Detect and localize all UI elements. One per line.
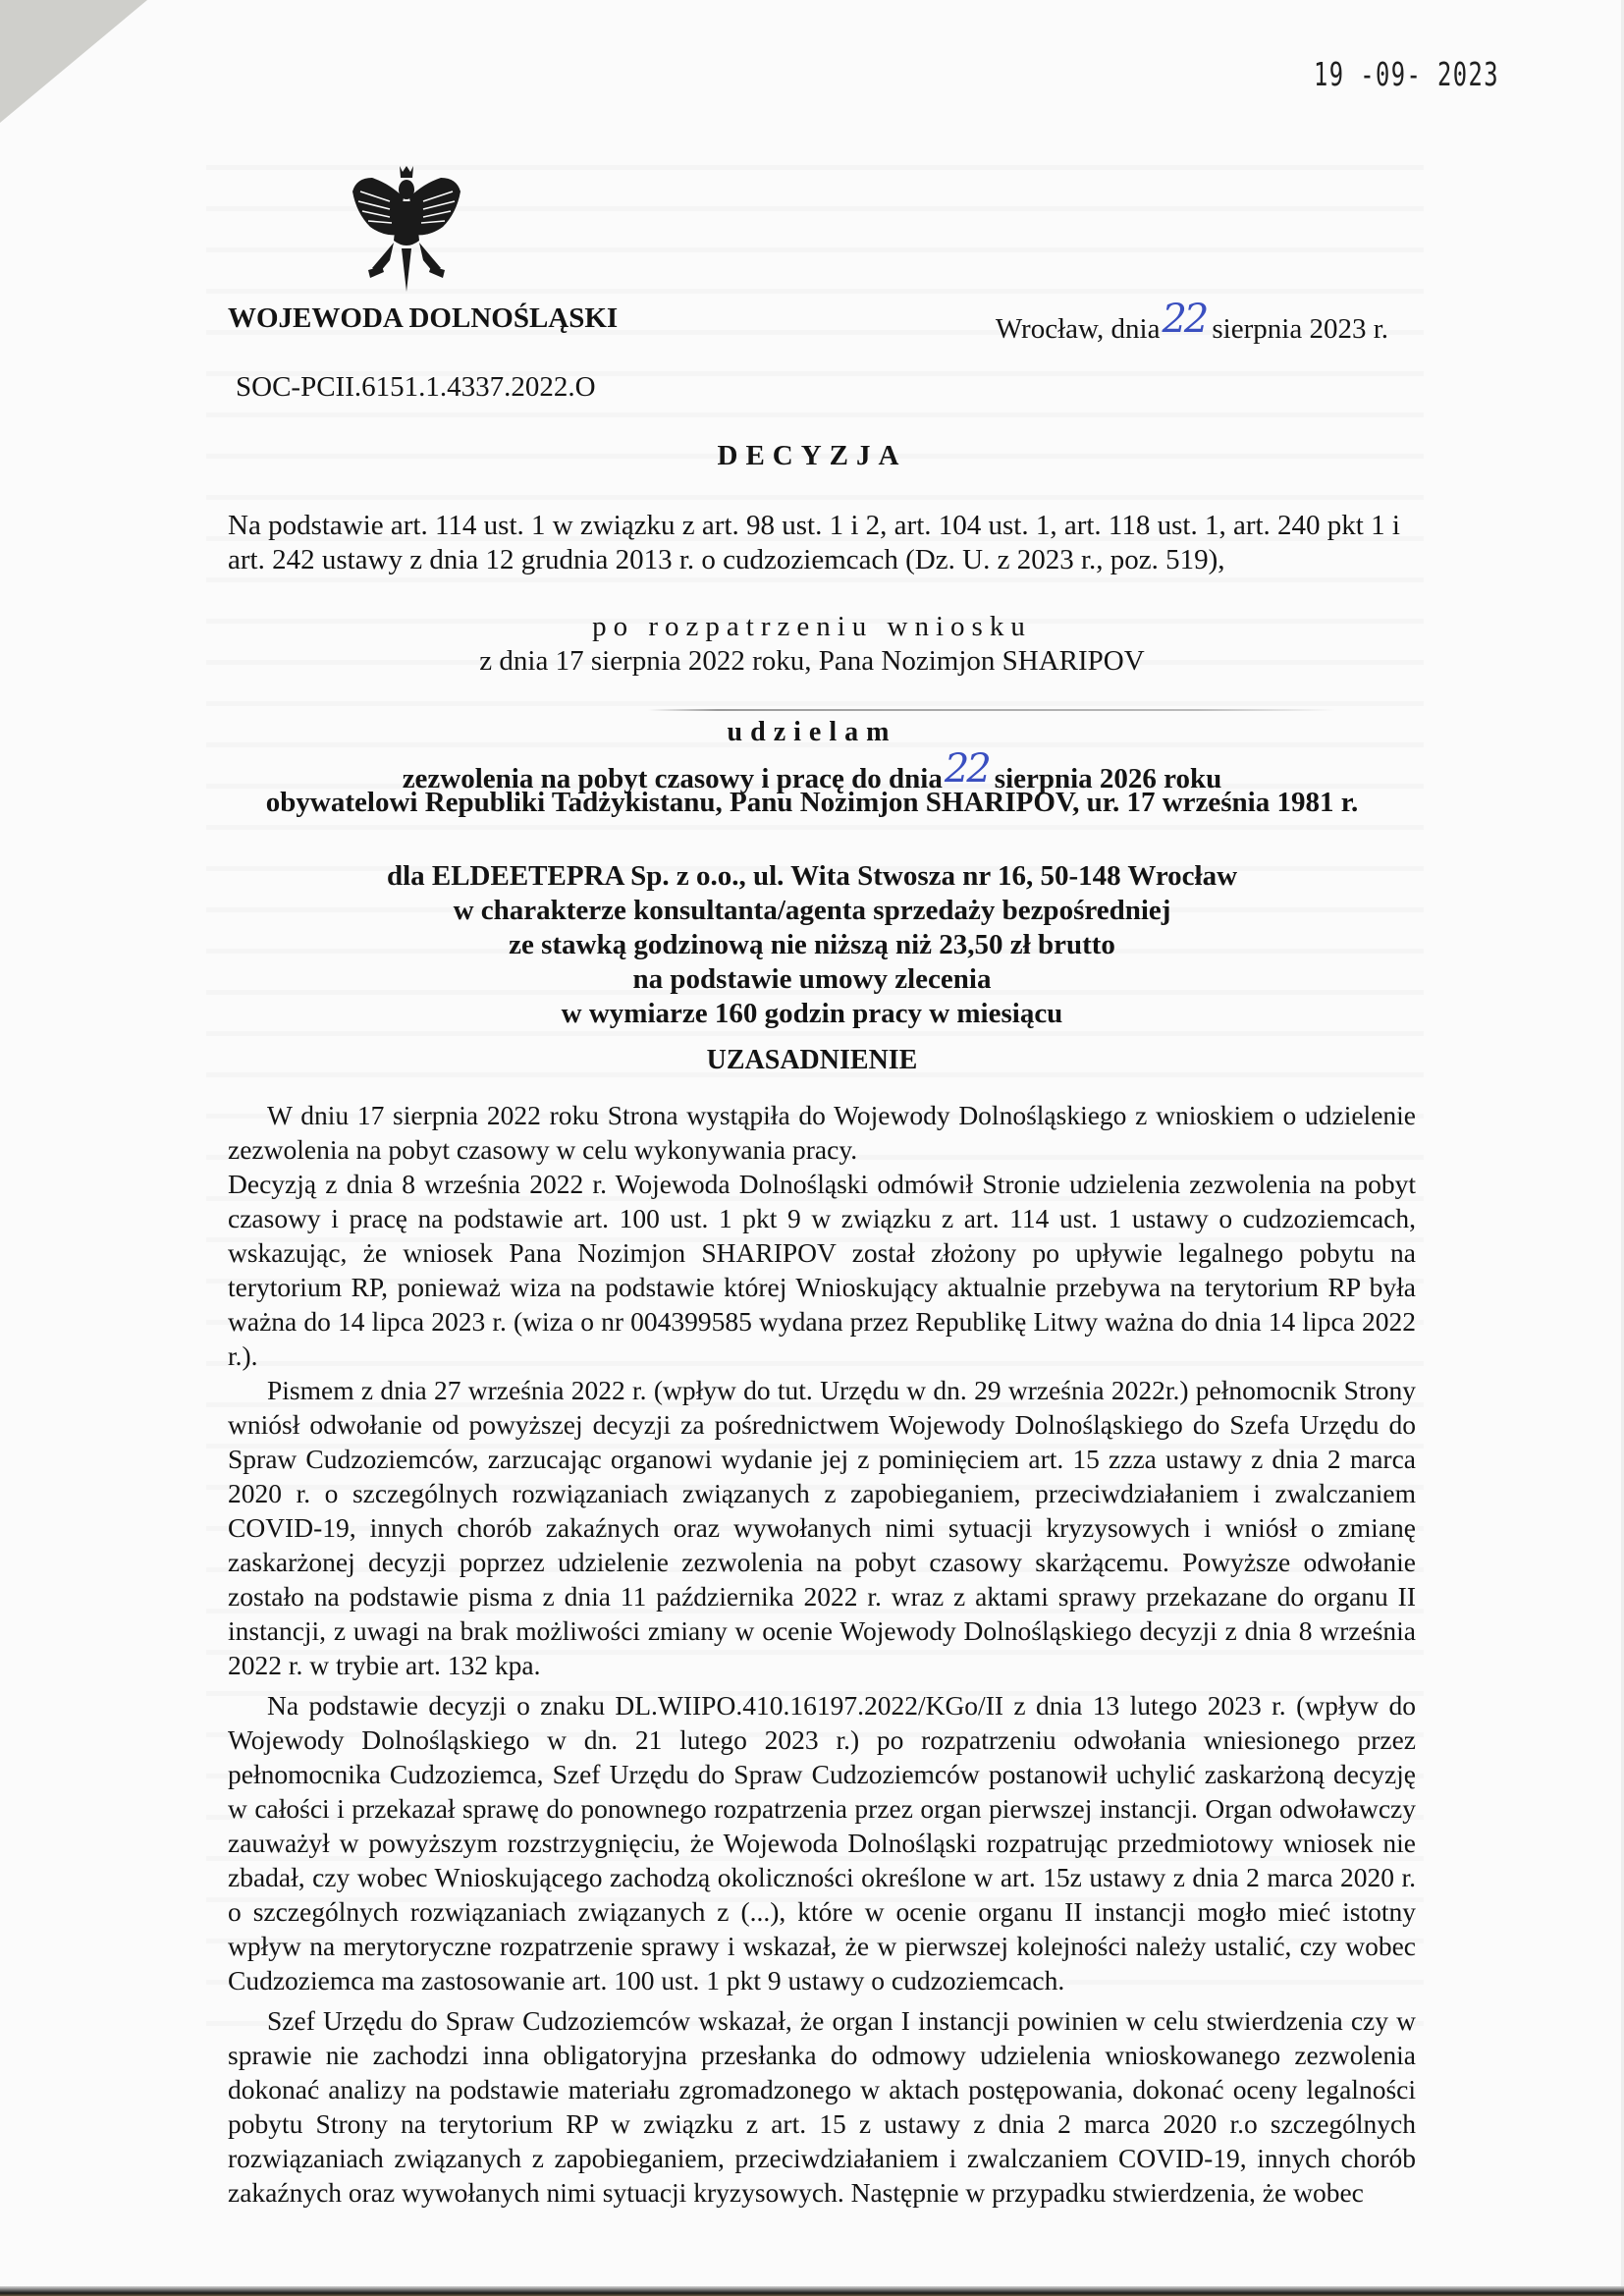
handwritten-permit-day: 22 <box>944 746 989 792</box>
justification-body <box>228 1098 1416 2210</box>
permit-prefix: zezwolenia na pobyt czasowy i pracę do dnia <box>402 763 943 794</box>
wage-line: ze stawką godzinową nie niższą niż 23,50 zł brutto <box>509 929 1115 960</box>
issuing-authority: WOJEWODA DOLNOŚLĄSKI <box>228 302 619 334</box>
permit-suffix: sierpnia 2026 roku <box>994 763 1222 794</box>
handwritten-day: 22 <box>1162 297 1207 342</box>
justification-paragraph: Pismem z dnia 27 września 2022 r. (wpływ do tut. Urzędu w dn. 29 września 2022r.) pełnomocnik Strony wniósł odwołanie od powyższej decyzji za pośrednictwem Wojewody Dolnośląskiego do Szefa Urzędu do Spraw Cudzoziemców, zarzucając organowi wydanie jej z pominięciem art. 15 zzza ustawy z dnia 2 marca 2020 r. o szczególnych rozwiązaniach związanych z zapobieganiem, przeciwdziałaniem i zwalczaniem COVID-19, innych chorób zakaźnych oraz wywołanych nimi sytuacji kryzysowych i wniósł o zmianę zaskarżonej decyzji poprzez udzielenie zezwolenia na pobyt czasowy skarżącemu. Powyższe odwołanie zostało na podstawie pisma z dnia 11 października 2022 r. wraz z aktami sprawy przekazane do organu II instancji, z uwagi na brak możliwości zmiany w ocenie Wojewody Dolnośląskiego decyzji z dnia 8 września 2022 r. w trybie art. 132 kpa. <box>228 1375 1416 1680</box>
scan-bottom-shadow <box>0 2286 1624 2296</box>
hours-line: w wymiarze 160 godzin pracy w miesiącu <box>561 998 1063 1029</box>
place-date-suffix: sierpnia 2023 r. <box>1212 313 1388 345</box>
grant-heading: udzielam <box>727 717 897 747</box>
beneficiary-line: obywatelowi Republiki Tadżykistanu, Panu Nozimjon SHARIPOV, ur. 17 września 1981 r. <box>265 787 1359 818</box>
paper-fold-line <box>648 709 1335 711</box>
justification-title: UZASADNIENIE <box>706 1045 918 1075</box>
received-date-stamp: 19 -09- 2023 <box>1314 55 1499 93</box>
application-line: z dnia 17 sierpnia 2022 roku, Pana Nozimjon SHARIPOV <box>479 645 1145 677</box>
position-line: w charakterze konsultanta/agenta sprzedaży bezpośredniej <box>453 895 1171 926</box>
contract-line: na podstawie umowy zlecenia <box>632 963 992 995</box>
legal-basis: Na podstawie art. 114 ust. 1 w związku z art. 98 ust. 1 i 2, art. 104 ust. 1, art. 118 ust. 1, art. 240 pkt 1 i art. 242 ustawy z dnia 12 grudnia 2013 r. o cudzoziemcach (Dz. U. z 2023 r., poz. 519), <box>228 510 1400 575</box>
justification-paragraph: Decyzją z dnia 8 września 2022 r. Wojewoda Dolnośląski odmówił Stronie udzielenia zezwolenia na pobyt czasowy i pracę na podstawie art. 100 ust. 1 pkt 9 w związku z art. 114 ust. 1 ustawy o cudzoziemcach, wskazując, że wniosek Pana Nozimjon SHARIPOV został złożony po upływie legalnego pobytu na terytorium RP, ponieważ wiza na podstawie której Wnioskujący aktualnie przebywa na terytorium RP była ważna do 14 lipca 2023 r. (wiza o nr 004399585 wydana przez Republikę Litwy ważna do dnia 14 lipca 2022 r.). <box>228 1169 1416 1371</box>
employer-line: dla ELDEETEPRA Sp. z o.o., ul. Wita Stwosza nr 16, 50-148 Wrocław <box>386 860 1238 892</box>
place-date-prefix: Wrocław, dnia <box>995 313 1161 345</box>
polish-eagle-emblem-icon <box>349 162 464 300</box>
decision-title: DECYZJA <box>717 440 907 471</box>
justification-paragraph: Szef Urzędu do Spraw Cudzoziemców wskazał, że organ I instancji powinien w celu stwierdzenia czy w sprawie nie zachodzi inna obligatoryjna przesłanka do odmowy udzielenia wnioskowanego zezwolenia dokonać analizy na podstawie materiału zgromadzonego w aktach postępowania, dokonać oceny legalności pobytu Strony na terytorium RP w związku z art. 15 z ustawy z dnia 2 marca 2020 r.o szczególnych rozwiązaniach związanych z zapobieganiem, przeciwdziałaniem i zwalczaniem COVID-19, innych chorób zakaźnych oraz wywołanych nimi sytuacji kryzysowych. Następnie w przypadku stwierdzenia, że wobec <box>228 2005 1416 2208</box>
case-reference-number: SOC-PCII.6151.1.4337.2022.O <box>236 371 596 403</box>
justification-paragraph: W dniu 17 sierpnia 2022 roku Strona wystąpiła do Wojewody Dolnośląskiego z wnioskiem o udzielenie zezwolenia na pobyt czasowy w celu wykonywania pracy. <box>228 1100 1416 1165</box>
place-and-date <box>995 297 1388 348</box>
after-review-heading: po rozpatrzeniu wniosku <box>592 611 1032 642</box>
justification-paragraph: Na podstawie decyzji o znaku DL.WIIPO.410.16197.2022/KGo/II z dnia 13 lutego 2023 r. (wpływ do Wojewody Dolnośląskiego w dn. 21 lutego 2023 r.) po rozpatrzeniu odwołania wniesionego przez pełnomocnika Cudzoziemca, Szef Urzędu do Spraw Cudzoziemców postanowił uchylić zaskarżoną decyzję w całości i przekazał sprawę do ponownego rozpatrzenia przez organ pierwszej instancji. Organ odwoławczy zauważył w powyższym rozstrzygnięciu, że Wojewoda Dolnośląski rozpatrując przedmiotowy wniosek nie zbadał, czy wobec Wnioskującego zachodzą okoliczności określone w art. 15z ustawy z dnia 2 marca 2020 r. o szczególnych rozwiązaniach związanych z (...), które w ocenie organu II instancji mogło mieć istotny wpływ na merytoryczne rozpatrzenie sprawy i wskazał, że w pierwszej kolejności należy ustalić, czy wobec Cudzoziemca ma zastosowanie art. 100 ust. 1 pkt 9 ustawy o cudzoziemcach. <box>228 1690 1416 1995</box>
scan-corner-fold <box>0 0 147 123</box>
